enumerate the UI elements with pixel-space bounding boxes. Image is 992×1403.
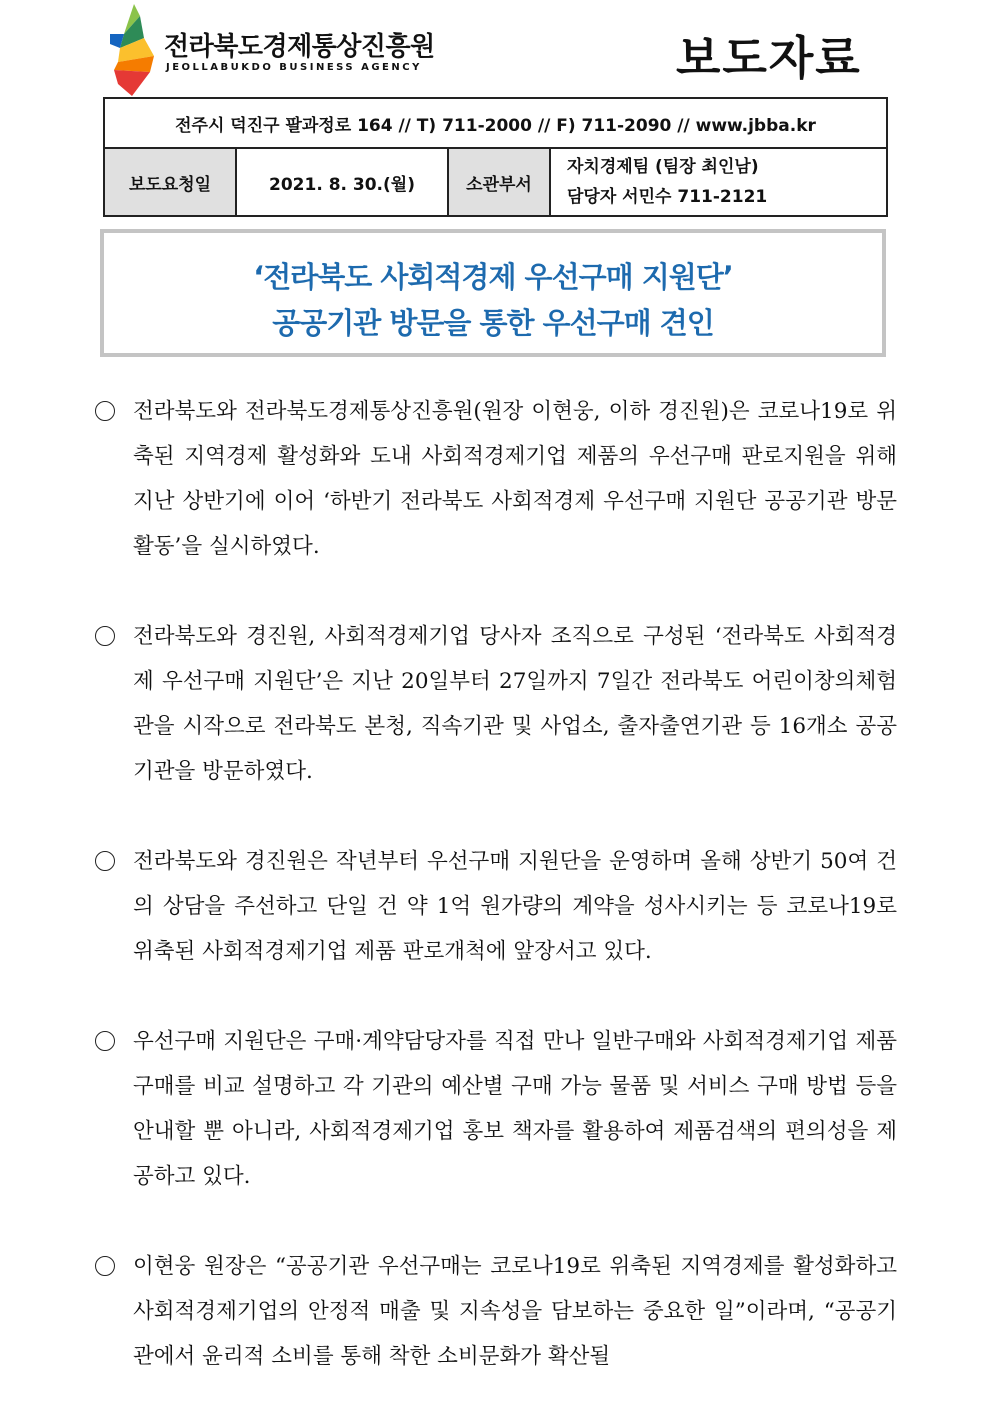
- headline-line-2: 공공기관 방문을 통한 우선구매 견인: [272, 306, 714, 340]
- dept-info: [550, 148, 887, 216]
- dept-label: 소관부서: [448, 148, 550, 216]
- release-date: 2021. 8. 30.(월): [236, 148, 448, 216]
- headline-line-1: ‘전라북도 사회적경제 우선구매 지원단’: [253, 260, 733, 294]
- org-name: 전라북도경제통상진흥원: [164, 32, 435, 62]
- circle-bullet-icon: [95, 851, 115, 871]
- date-label: 보도요청일: [104, 148, 236, 216]
- paragraph-text: 전라북도와 경진원, 사회적경제기업 당사자 조직으로 구성된 ‘전라북도 사회적경제 우선구매 지원단’은 지난 20일부터 27일까지 7일간 전라북도 어린이창의체험관을 시작으로 전라북도 본청, 직속기관 및 사업소, 출자출연기관 등 16개소 공공기관을 방문하였다.: [133, 624, 897, 784]
- paragraph-4: [95, 1019, 897, 1199]
- dept-name: 자치경제팀 (팀장 최인남): [567, 157, 759, 177]
- paragraph-1: [95, 389, 897, 569]
- paragraph-text: 전라북도와 전라북도경제통상진흥원(원장 이현웅, 이하 경진원)은 코로나19로 위축된 지역경제 활성화와 도내 사회적경제기업 제품의 우선구매 판로지원을 위해 지난 상반기에 이어 ‘하반기 전라북도 사회적경제 우선구매 지원단 공공기관 방문활동’을 실시하였다.: [133, 399, 897, 559]
- paragraph-text: 우선구매 지원단은 구매·계약담당자를 직접 만나 일반구매와 사회적경제기업 제품 구매를 비교 설명하고 각 기관의 예산별 구매 가능 물품 및 서비스 구매 방법 등을 안내할 뿐 아니라, 사회적경제기업 홍보 책자를 활용하여 제품검색의 편의성을 제공하고 있다.: [133, 1029, 897, 1189]
- document-type: 보도자료: [676, 31, 862, 85]
- circle-bullet-icon: [95, 1031, 115, 1051]
- paragraph-text: 전라북도와 경진원은 작년부터 우선구매 지원단을 운영하며 올해 상반기 50여 건의 상담을 주선하고 단일 건 약 1억 원가량의 계약을 성사시키는 등 코로나19로 위축된 사회적경제기업 제품 판로개척에 앞장서고 있다.: [133, 849, 897, 964]
- circle-bullet-icon: [95, 1256, 115, 1276]
- paragraph-text: 이현웅 원장은 “공공기관 우선구매는 코로나19로 위축된 지역경제를 활성화하고 사회적경제기업의 안정적 매출 및 지속성을 담보하는 중요한 일”이라며, “공공기관에서 윤리적 소비를 통해 착한 소비문화가 확산될: [133, 1254, 897, 1369]
- agency-logo: [110, 4, 440, 96]
- agency-logo-icon: [110, 4, 160, 96]
- circle-bullet-icon: [95, 626, 115, 646]
- org-name-en: JEOLLABUKDO BUSINESS AGENCY: [166, 62, 422, 73]
- contact-line: 전주시 덕진구 팔과정로 164 // T) 711-2000 // F) 711-2090 // www.jbba.kr: [104, 98, 887, 148]
- contact-person: 담당자 서민수 711-2121: [567, 187, 768, 207]
- circle-bullet-icon: [95, 401, 115, 421]
- paragraph-3: [95, 839, 897, 974]
- headline-box: [100, 229, 886, 357]
- paragraph-5: [95, 1244, 897, 1379]
- paragraph-2: [95, 614, 897, 794]
- info-table: [103, 97, 888, 217]
